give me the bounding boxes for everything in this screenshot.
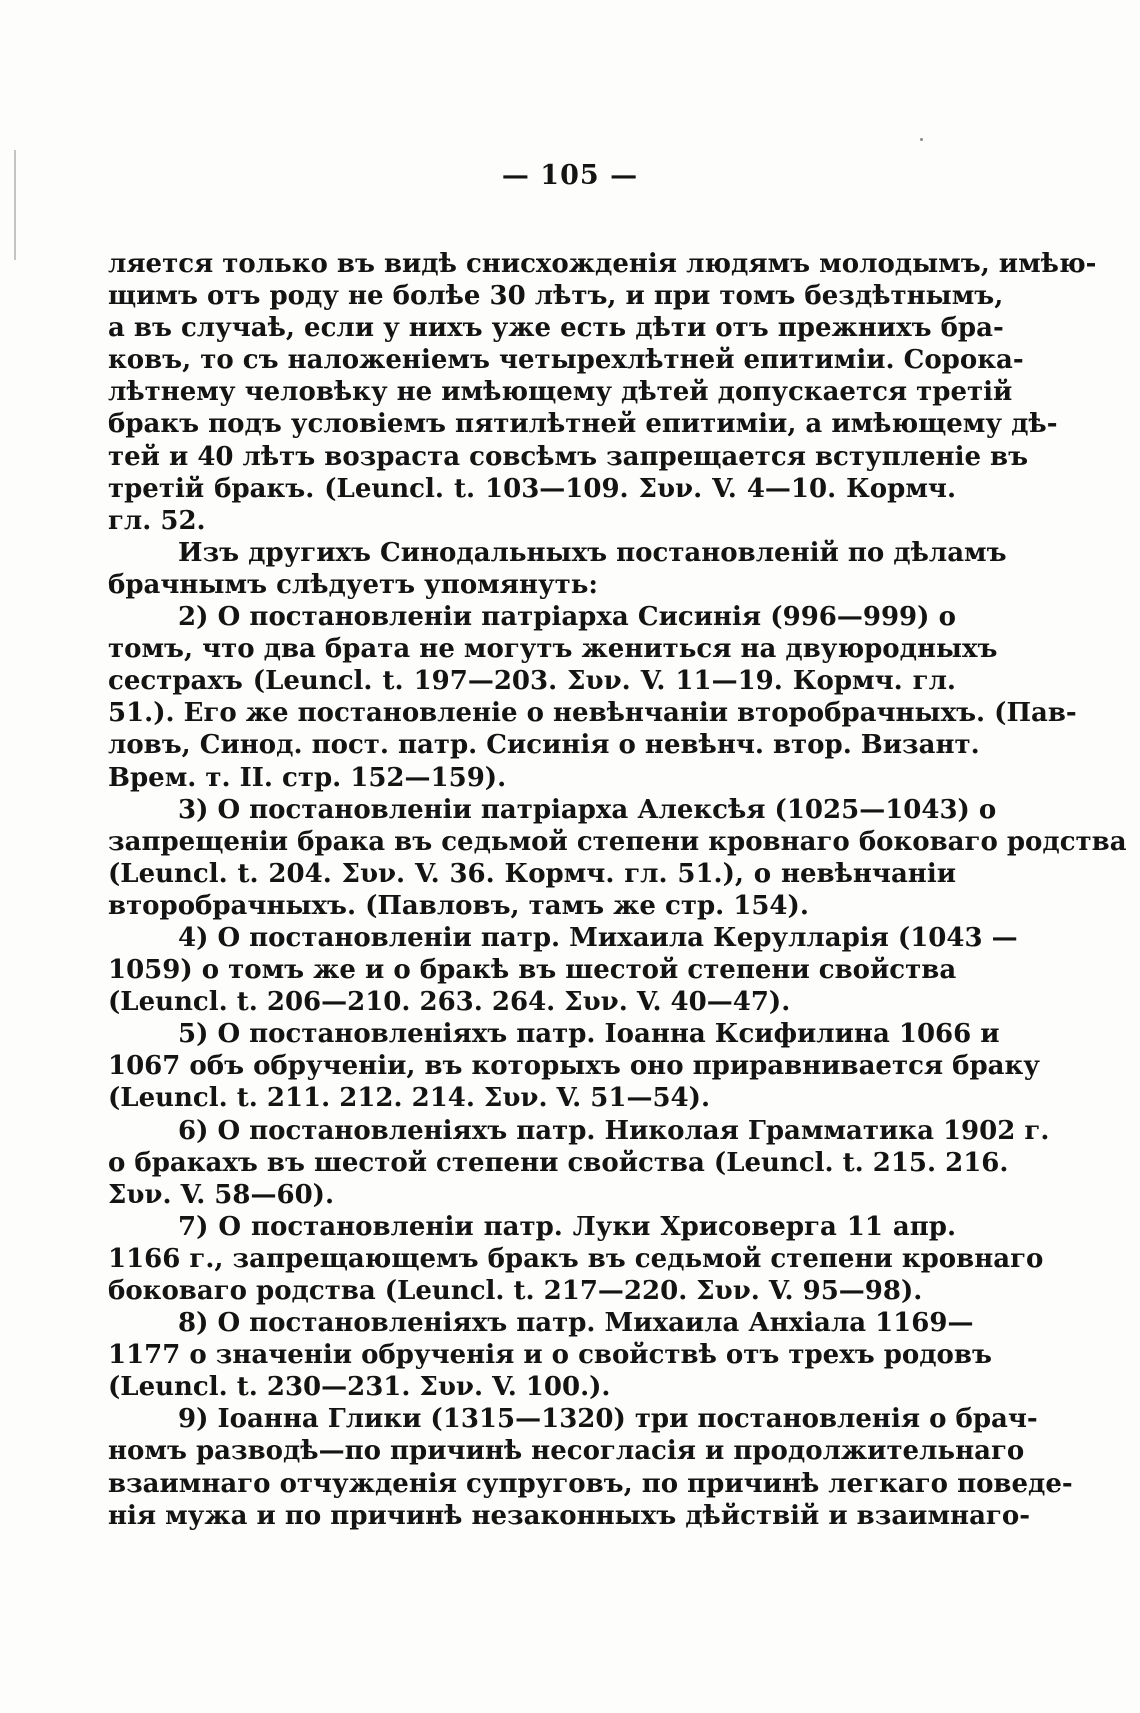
text-line: ловъ, Синод. пост. патр. Сисинія о невѣнч. втор. Визант. bbox=[108, 730, 980, 761]
text-line: о бракахъ въ шестой степени свойства (Leuncl. t. 215. 216. bbox=[108, 1147, 1009, 1178]
list-item-line: 2) О постановленіи патріарха Сисинія (996—999) о bbox=[178, 602, 956, 633]
text-line: 1067 объ обрученіи, въ которыхъ оно приравнивается браку bbox=[108, 1051, 1040, 1082]
text-line: а въ случаѣ, если у нихъ уже есть дѣти отъ прежнихъ бра- bbox=[108, 313, 1004, 344]
scan-speck bbox=[920, 138, 923, 141]
text-line: боковаго родства (Leuncl. t. 217—220. Συν. V. 95—98). bbox=[108, 1276, 923, 1306]
text-line: сестрахъ (Leuncl. t. 197—203. Συν. V. 11—19. Кормч. гл. bbox=[108, 666, 956, 697]
list-item-line: 5) О постановленіяхъ патр. Іоанна Ксифилина 1066 и bbox=[178, 1019, 1000, 1050]
body-text bbox=[108, 248, 1127, 1532]
text-line: тей и 40 лѣтъ возраста совсѣмъ запрещается вступленіе въ bbox=[108, 441, 1029, 472]
text-line: ляется только въ видѣ снисхожденія людямъ молодымъ, имѣю- bbox=[108, 249, 1097, 279]
list-item-line: 7) О постановленіи патр. Луки Хрисоверга 11 апр. bbox=[178, 1211, 956, 1242]
text-line: второбрачныхъ. (Павловъ, тамъ же стр. 154). bbox=[108, 890, 809, 921]
text-line: 1166 г., запрещающемъ бракъ въ седьмой степени кровнаго bbox=[108, 1243, 1044, 1274]
text-line: взаимнаго отчужденія супруговъ, по причинѣ легкаго поведе- bbox=[108, 1468, 1073, 1499]
text-line: Συν. V. 58—60). bbox=[108, 1179, 335, 1210]
text-line: запрещеніи брака въ седьмой степени кровнаго боковаго родства bbox=[108, 826, 1127, 857]
text-line: 1177 о значеніи обрученія и о свойствѣ отъ трехъ родовъ bbox=[108, 1340, 992, 1371]
page-number: — 105 — bbox=[501, 160, 639, 191]
text-line: Врем. т. II. стр. 152—159). bbox=[108, 762, 507, 793]
text-line: щимъ отъ роду не болѣе 30 лѣтъ, и при томъ бездѣтнымъ, bbox=[108, 281, 1004, 312]
text-line: томъ, что два брата не могутъ жениться на двуюродныхъ bbox=[108, 634, 998, 665]
text-line: номъ разводѣ—по причинѣ несогласія и продолжительнаго bbox=[108, 1436, 1025, 1467]
text-line: лѣтнему человѣку не имѣющему дѣтей допускается третій bbox=[108, 377, 1013, 408]
text-line: гл. 52. bbox=[108, 505, 206, 536]
text-line: (Leuncl. t. 206—210. 263. 264. Συν. V. 40—47). bbox=[108, 987, 791, 1018]
list-item-line: 9) Іоанна Глики (1315—1320) три постановленія о брач- bbox=[178, 1404, 1038, 1435]
text-line: брачнымъ слѣдуетъ упомянуть: bbox=[108, 569, 598, 600]
text-line: 1059) о томъ же и о бракѣ въ шестой степени свойства bbox=[108, 955, 957, 986]
text-line: ковъ, то съ наложеніемъ четырехлѣтней епитиміи. Сорока- bbox=[108, 345, 1024, 376]
text-line: бракъ подъ условіемъ пятилѣтней епитиміи, а имѣющему дѣ- bbox=[108, 409, 1058, 440]
list-item-line: 4) О постановленіи патр. Михаила Керулларія (1043 — bbox=[178, 922, 1018, 953]
text-line: (Leuncl. t. 230—231. Συν. V. 100.). bbox=[108, 1372, 611, 1403]
list-item-line: 3) О постановленіи патріарха Алексѣя (1025—1043) о bbox=[178, 794, 997, 825]
text-line: нія мужа и по причинѣ незаконныхъ дѣйствій и взаимнаго- bbox=[108, 1500, 1030, 1531]
list-item-line: 6) О постановленіяхъ патр. Николая Грамматика 1902 г. bbox=[178, 1115, 1050, 1146]
text-line: (Leuncl. t. 211. 212. 214. Συν. V. 51—54). bbox=[108, 1083, 710, 1114]
list-item-line: 8) О постановленіяхъ патр. Михаила Анхіала 1169— bbox=[178, 1308, 974, 1339]
text-line: (Leuncl. t. 204. Συν. V. 36. Кормч. гл. 51.), о невѣнчаніи bbox=[108, 858, 956, 889]
text-line: 51.). Его же постановленіе о невѣнчаніи второбрачныхъ. (Пав- bbox=[108, 698, 1077, 729]
paragraph-start-line: Изъ другихъ Синодальныхъ постановленій по дѣламъ bbox=[178, 537, 1007, 568]
text-line: третій бракъ. (Leuncl. t. 103—109. Συν. V. 4—10. Кормч. bbox=[108, 473, 956, 504]
